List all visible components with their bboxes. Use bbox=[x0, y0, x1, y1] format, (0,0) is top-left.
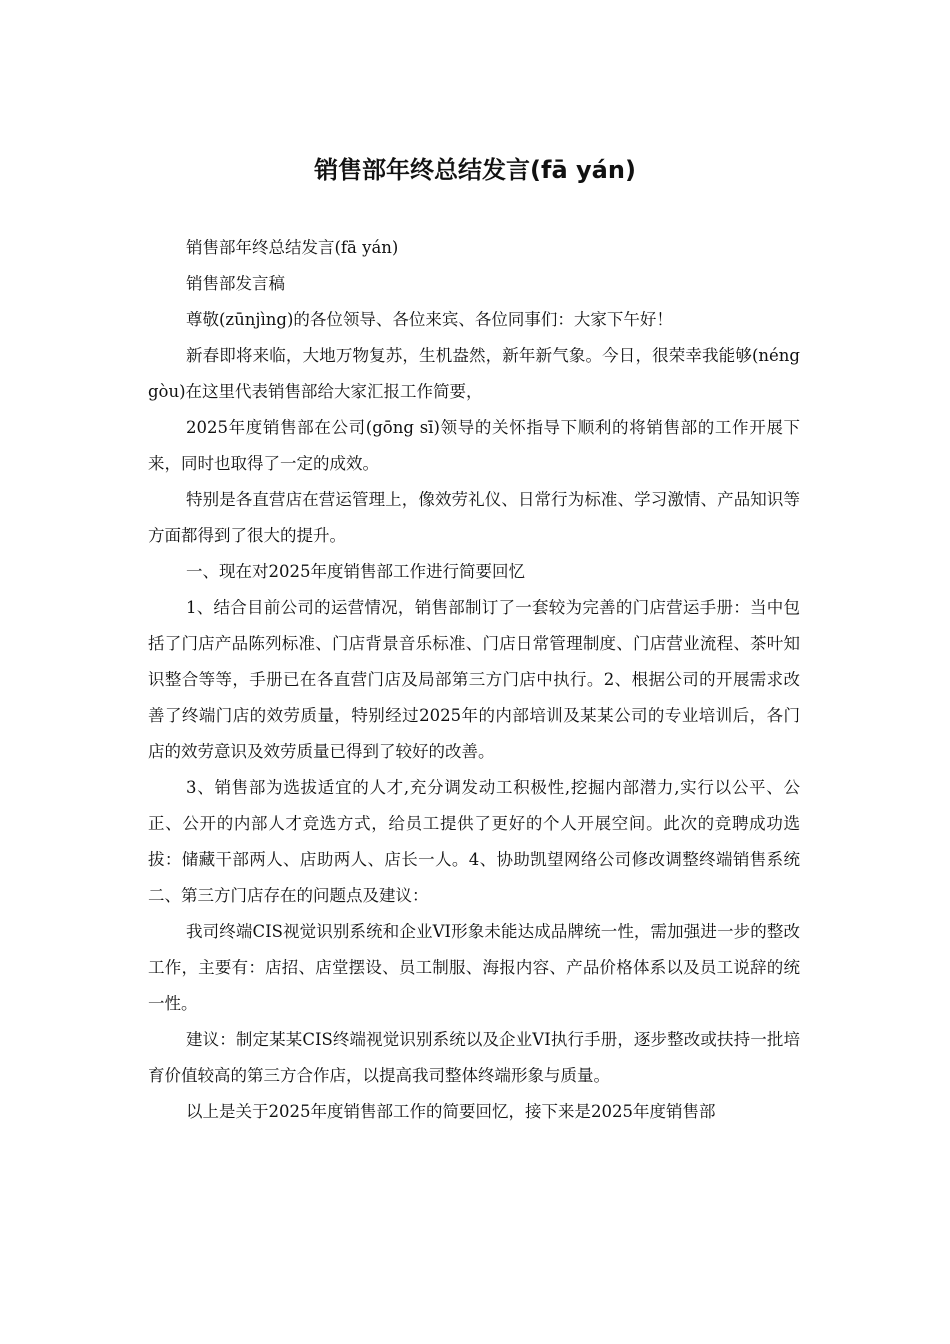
paragraph-heading-repeat: 销售部年终总结发言(fā yán) bbox=[186, 238, 399, 257]
document-body bbox=[148, 230, 800, 1130]
document-title: 销售部年终总结发言(fā yán) bbox=[314, 156, 636, 184]
paragraph-section-one: 一、现在对2025年度销售部工作进行简要回忆 bbox=[186, 562, 525, 581]
paragraph-store-improvement: 特别是各直营店在营运管理上，像效劳礼仪、日常行为标准、学习激情、产品知识等方面都得到了很大的提升。 bbox=[148, 490, 800, 545]
paragraph-overview: 2025年度销售部在公司(gōng sī)领导的关怀指导下顺利的将销售部的工作开展下来，同时也取得了一定的成效。 bbox=[148, 418, 800, 473]
paragraph-opening: 新春即将来临，大地万物复苏，生机盎然，新年新气象。今日，很荣幸我能够(nénggòu)在这里代表销售部给大家汇报工作简要， bbox=[148, 346, 800, 401]
paragraph-speech-label: 销售部发言稿 bbox=[186, 274, 285, 293]
paragraph-item-three-four: 3、销售部为选拔适宜的人才,充分调发动工积极性,挖掘内部潜力,实行以公平、公正、公开的内部人才竞选方式，给员工提供了更好的个人开展空间。此次的竞聘成功选拔：储藏干部两人、店助两人、店长一人。4、协助凯望网络公司修改调整终端销售系统二、第三方门店存在的问题点及建议： bbox=[148, 778, 800, 905]
paragraph-problems: 我司终端CIS视觉识别系统和企业VI形象未能达成品牌统一性，需加强进一步的整改工作，主要有：店招、店堂摆设、员工制服、海报内容、产品价格体系以及员工说辞的统一性。 bbox=[148, 922, 800, 1013]
paragraph-greeting: 尊敬(zūnjìng)的各位领导、各位来宾、各位同事们：大家下午好！ bbox=[186, 310, 673, 329]
paragraph-item-one-two: 1、结合目前公司的运营情况，销售部制订了一套较为完善的门店营运手册：当中包括了门店产品陈列标准、门店背景音乐标准、门店日常管理制度、门店营业流程、茶叶知识整合等等，手册已在各直营门店及局部第三方门店中执行。2、根据公司的开展需求改善了终端门店的效劳质量，特别经过2025年的内部培训及某某公司的专业培训后，各门店的效劳意识及效劳质量已得到了较好的改善。 bbox=[148, 598, 800, 761]
paragraph-closing: 以上是关于2025年度销售部工作的简要回忆，接下来是2025年度销售部 bbox=[186, 1102, 716, 1121]
paragraph-suggestion: 建议：制定某某CIS终端视觉识别系统以及企业VI执行手册，逐步整改或扶持一批培育价值较高的第三方合作店，以提高我司整体终端形象与质量。 bbox=[148, 1030, 800, 1085]
